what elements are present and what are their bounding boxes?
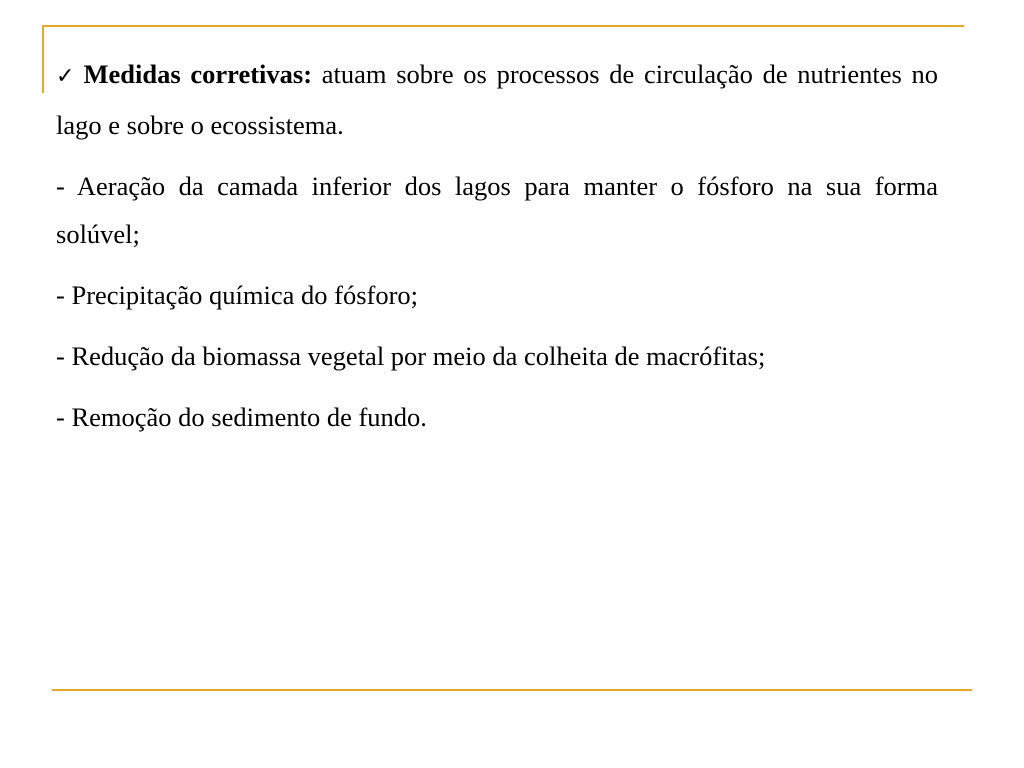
intro-label: Medidas corretivas: [83,59,313,89]
list-item-precipitation: - Precipitação química do fósforo; [56,280,419,310]
intro-text: atuam sobre os processos de circulação de nutrientes no lago e sobre o ecossistema. [56,59,938,140]
list-item-biomass-reduction: - Redução da biomassa vegetal por meio da colheita de macrófitas; [56,341,766,371]
check-mark-icon: ✓ [56,64,78,89]
slide-body [56,50,938,454]
intro-paragraph [56,50,938,149]
left-border-line [42,25,44,93]
bottom-border-line [52,689,972,691]
list-item-aeration: - Aeração da camada inferior dos lagos para manter o fósforo na sua forma solúvel; [56,171,938,249]
top-border-line [42,25,964,27]
list-item-sediment-removal: - Remoção do sedimento de fundo. [56,402,427,432]
